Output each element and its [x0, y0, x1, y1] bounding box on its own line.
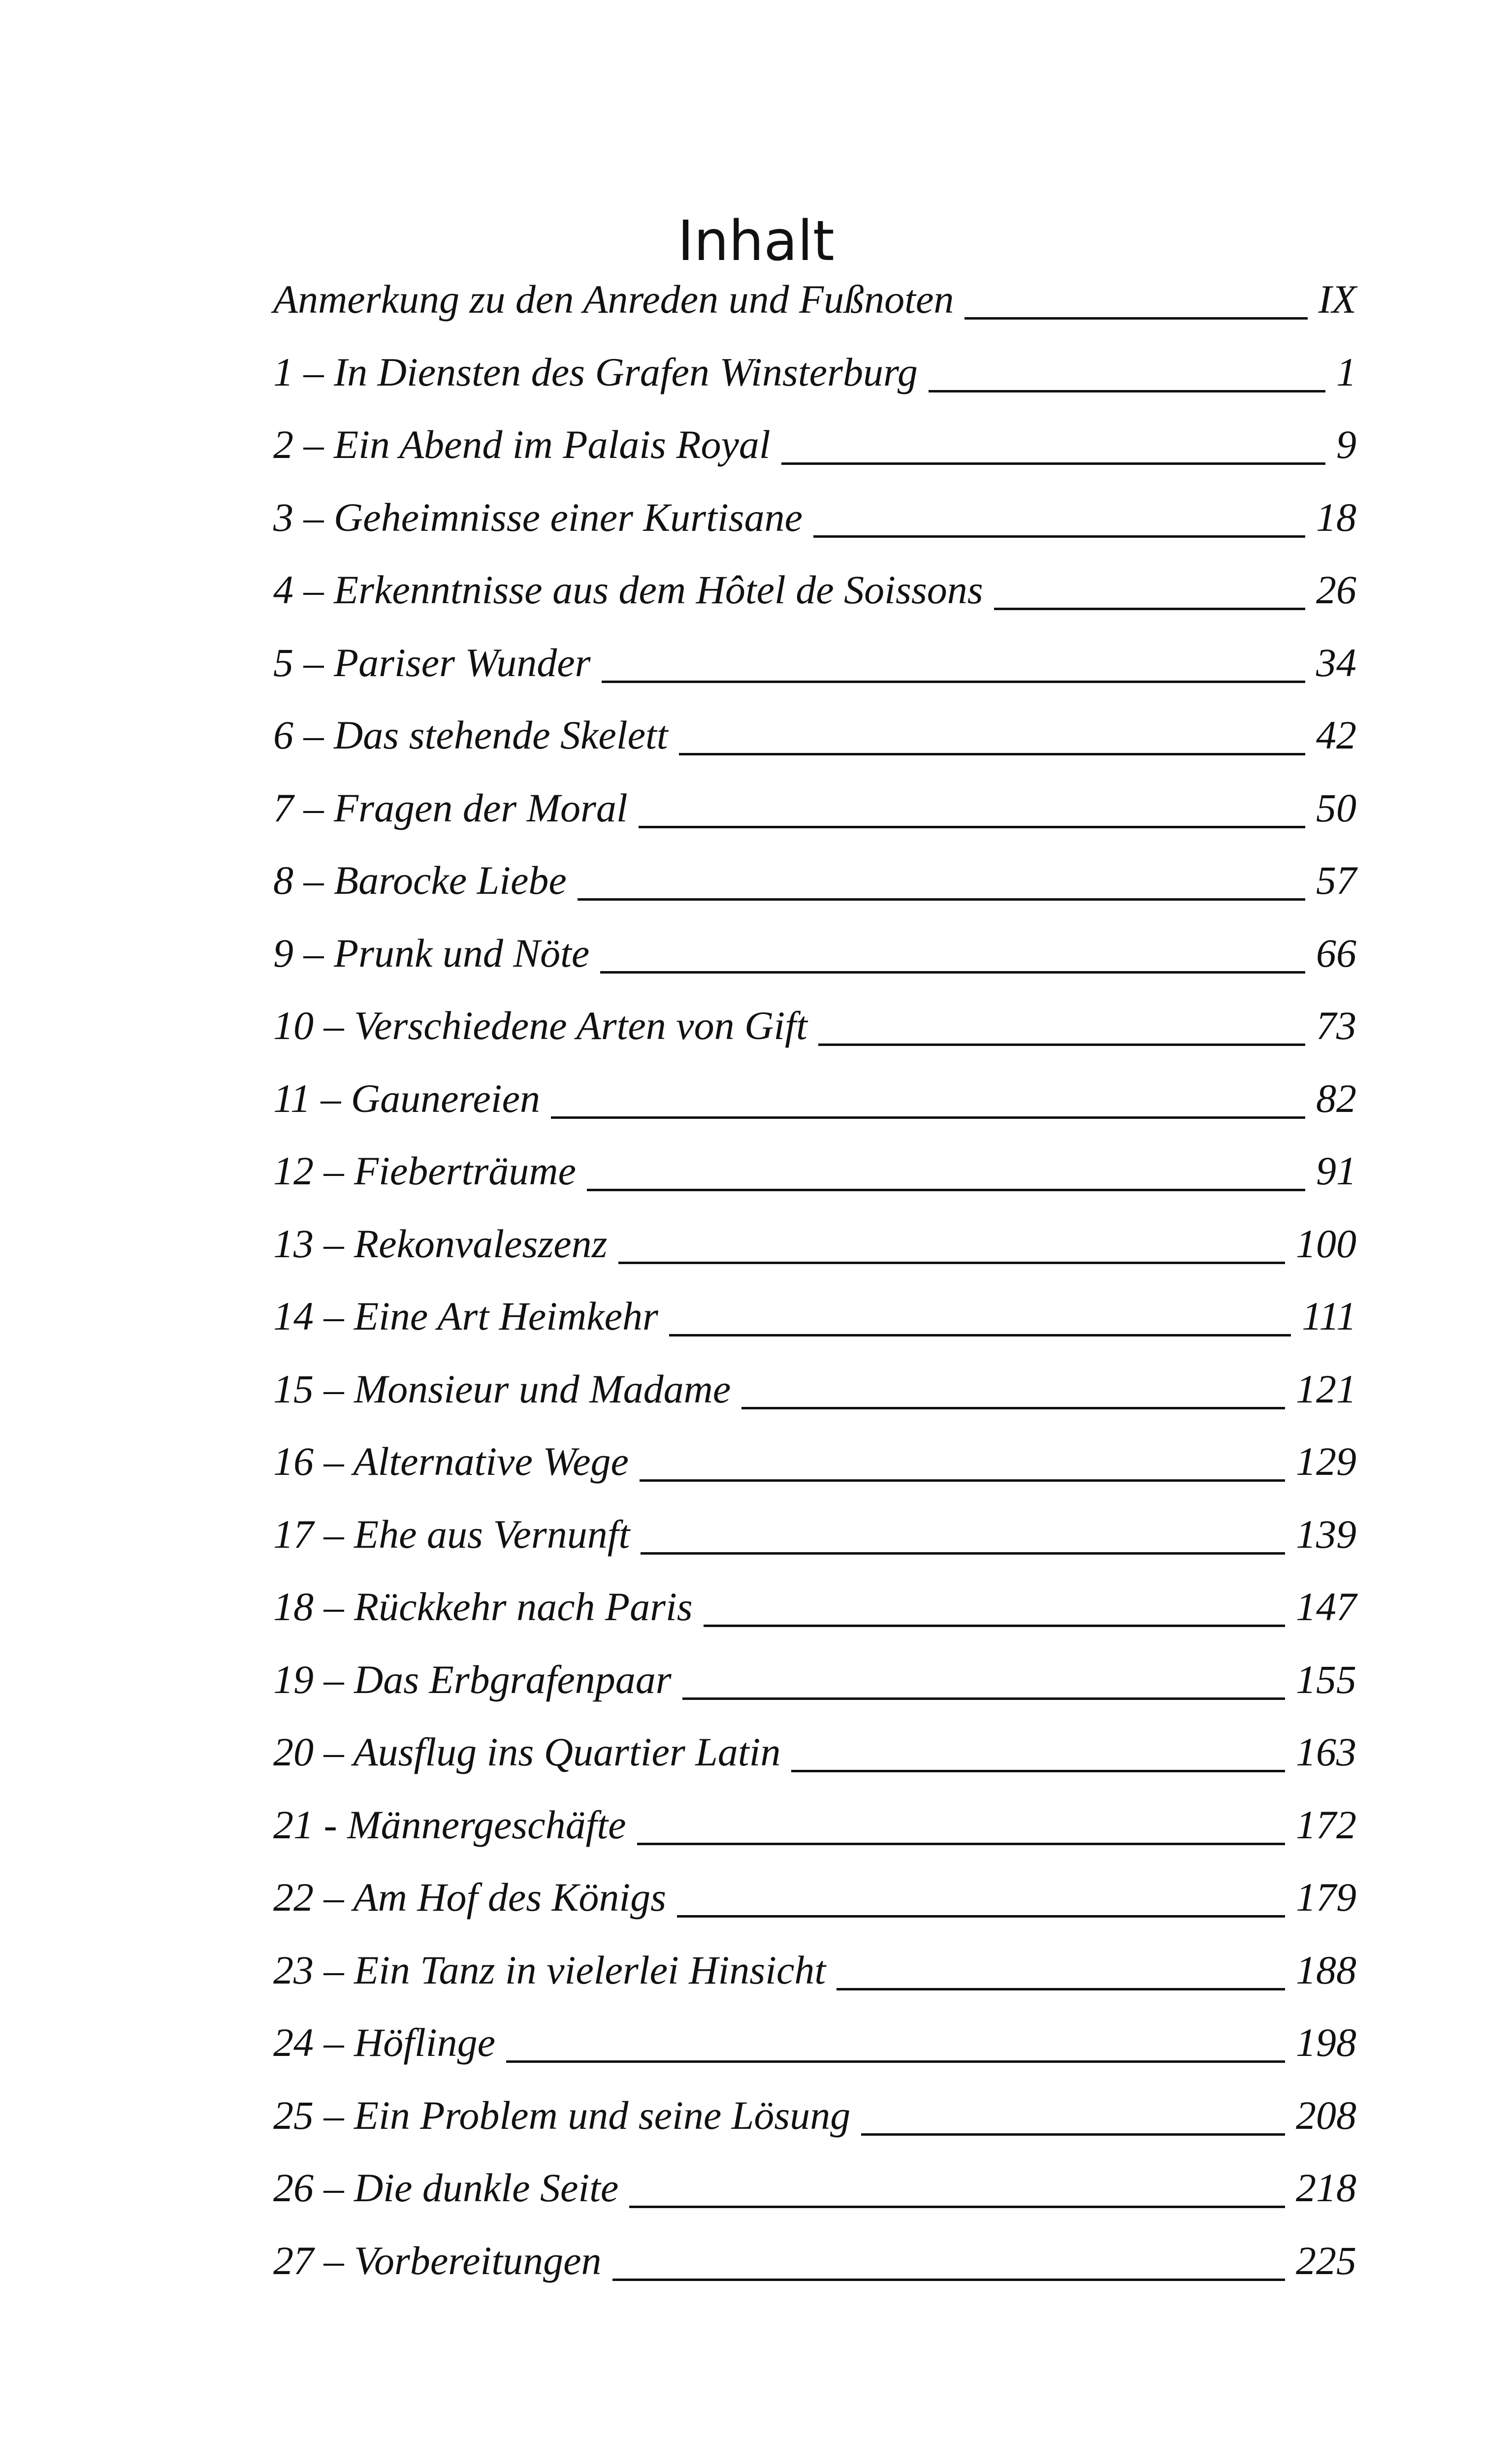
toc-leader-line	[929, 390, 1325, 392]
toc-leader-line	[741, 1407, 1285, 1409]
toc-entry-page-number: 129	[1296, 1439, 1356, 1484]
toc-entry-title: 11 – Gaunereien	[273, 1075, 540, 1121]
toc-entry-title: 15 – Monsieur und Madame	[273, 1366, 731, 1411]
toc-entry	[273, 2163, 1356, 2236]
toc-entry	[273, 1219, 1356, 1292]
toc-entry-page-number: 225	[1296, 2238, 1356, 2283]
toc-entry-title: 4 – Erkenntnisse aus dem Hôtel de Soissons	[273, 567, 983, 612]
toc-leader-line	[669, 1334, 1291, 1336]
toc-entry	[273, 1365, 1356, 1437]
toc-entry	[273, 275, 1356, 348]
toc-leader-line	[836, 1988, 1285, 1990]
toc-entry	[273, 783, 1356, 856]
toc-entry-page-number: 188	[1296, 1947, 1356, 1992]
toc-entry-title: 26 – Die dunkle Seite	[273, 2165, 619, 2210]
toc-entry-page-number: 179	[1296, 1875, 1356, 1920]
toc-entry	[273, 420, 1356, 493]
toc-entry-page-number: 57	[1316, 858, 1356, 903]
toc-entry	[273, 929, 1356, 1002]
toc-entry-title: 7 – Fragen der Moral	[273, 785, 628, 830]
toc-entry-title: 14 – Eine Art Heimkehr	[273, 1294, 658, 1338]
toc-entry-title: 10 – Verschiedene Arten von Gift	[273, 1003, 807, 1048]
toc-leader-line	[629, 2206, 1285, 2208]
toc-entry-page-number: 9	[1336, 422, 1356, 467]
toc-entry-title: 23 – Ein Tanz in vielerlei Hinsicht	[273, 1947, 826, 1992]
toc-entry-title: 1 – In Diensten des Grafen Winsterburg	[273, 349, 918, 394]
toc-entry-title: 20 – Ausflug ins Quartier Latin	[273, 1729, 781, 1774]
toc-entry	[273, 1946, 1356, 2019]
toc-leader-line	[641, 1552, 1285, 1555]
toc-entry-page-number: 139	[1296, 1511, 1356, 1557]
toc-entry-page-number: 26	[1316, 567, 1356, 612]
toc-entry	[273, 2018, 1356, 2091]
toc-entry	[273, 348, 1356, 421]
toc-leader-line	[994, 608, 1305, 610]
toc-leader-line	[818, 1043, 1305, 1046]
toc-entry	[273, 493, 1356, 566]
toc-entry	[273, 2091, 1356, 2164]
toc-entry-title: 13 – Rekonvaleszenz	[273, 1221, 608, 1266]
toc-leader-line	[506, 2060, 1285, 2063]
table-of-contents	[273, 275, 1356, 2309]
toc-entry-page-number: 18	[1316, 494, 1356, 540]
toc-leader-line	[578, 898, 1305, 901]
toc-entry-page-number: 50	[1316, 785, 1356, 830]
toc-entry	[273, 1510, 1356, 1583]
toc-leader-line	[679, 753, 1305, 755]
toc-entry-page-number: 73	[1316, 1003, 1356, 1048]
toc-entry-title: 3 – Geheimnisse einer Kurtisane	[273, 494, 803, 540]
toc-leader-line	[781, 462, 1325, 465]
toc-entry	[273, 1873, 1356, 1946]
toc-entry-title: 9 – Prunk und Nöte	[273, 930, 590, 976]
toc-entry-page-number: 163	[1296, 1729, 1356, 1774]
toc-entry-page-number: 100	[1296, 1221, 1356, 1266]
toc-entry	[273, 2236, 1356, 2309]
toc-leader-line	[551, 1116, 1305, 1119]
toc-leader-line	[813, 535, 1305, 538]
toc-entry	[273, 1727, 1356, 1800]
toc-leader-line	[602, 681, 1305, 683]
toc-entry-title: 18 – Rückkehr nach Paris	[273, 1584, 693, 1629]
toc-entry	[273, 1292, 1356, 1365]
toc-entry-title: 2 – Ein Abend im Palais Royal	[273, 422, 771, 467]
toc-entry-page-number: 121	[1296, 1366, 1356, 1411]
toc-leader-line	[682, 1697, 1285, 1700]
toc-entry-page-number: 208	[1296, 2092, 1356, 2138]
toc-entry-page-number: 218	[1296, 2165, 1356, 2210]
toc-entry-page-number: 111	[1302, 1294, 1356, 1338]
toc-entry-title: Anmerkung zu den Anreden und Fußnoten	[273, 277, 954, 322]
toc-entry	[273, 711, 1356, 783]
toc-entry-title: 22 – Am Hof des Königs	[273, 1875, 667, 1920]
toc-entry-title: 27 – Vorbereitungen	[273, 2238, 602, 2283]
toc-leader-line	[600, 971, 1305, 974]
toc-entry	[273, 1800, 1356, 1873]
toc-entry	[273, 1437, 1356, 1510]
toc-entry	[273, 638, 1356, 711]
page-title: Inhalt	[677, 209, 835, 274]
toc-entry-page-number: 34	[1316, 640, 1356, 685]
toc-entry	[273, 1582, 1356, 1655]
toc-entry-page-number: 172	[1296, 1802, 1356, 1847]
toc-entry	[273, 1146, 1356, 1219]
toc-leader-line	[677, 1915, 1285, 1918]
toc-leader-line	[791, 1770, 1285, 1772]
toc-leader-line	[861, 2133, 1285, 2136]
toc-entry-page-number: 42	[1316, 713, 1356, 757]
toc-entry-title: 16 – Alternative Wege	[273, 1439, 629, 1484]
toc-entry-page-number: 91	[1316, 1148, 1356, 1193]
toc-leader-line	[965, 317, 1307, 320]
toc-entry-title: 5 – Pariser Wunder	[273, 640, 591, 685]
toc-leader-line	[587, 1189, 1305, 1191]
toc-entry-page-number: 66	[1316, 930, 1356, 976]
toc-entry	[273, 565, 1356, 638]
toc-leader-line	[704, 1625, 1285, 1627]
toc-entry	[273, 856, 1356, 929]
toc-leader-line	[637, 1843, 1285, 1845]
toc-leader-line	[639, 826, 1305, 828]
toc-entry-page-number: 1	[1336, 349, 1356, 394]
toc-entry-title: 17 – Ehe aus Vernunft	[273, 1511, 630, 1557]
toc-leader-line	[612, 2279, 1285, 2281]
toc-entry-title: 25 – Ein Problem und seine Lösung	[273, 2092, 851, 2138]
toc-entry-page-number: 82	[1316, 1075, 1356, 1121]
toc-entry-title: 8 – Barocke Liebe	[273, 858, 567, 903]
toc-entry-page-number: IX	[1318, 277, 1356, 322]
toc-leader-line	[640, 1479, 1285, 1482]
toc-entry-title: 21 - Männergeschäfte	[273, 1802, 626, 1847]
toc-entry-title: 12 – Fieberträume	[273, 1148, 576, 1193]
toc-entry-title: 24 – Höflinge	[273, 2020, 495, 2065]
toc-entry-page-number: 147	[1296, 1584, 1356, 1629]
toc-entry	[273, 1655, 1356, 1728]
toc-entry-page-number: 198	[1296, 2020, 1356, 2065]
toc-entry-page-number: 155	[1296, 1657, 1356, 1702]
toc-entry	[273, 1001, 1356, 1074]
toc-leader-line	[618, 1262, 1285, 1264]
toc-entry	[273, 1074, 1356, 1147]
toc-entry-title: 19 – Das Erbgrafenpaar	[273, 1657, 672, 1702]
toc-entry-title: 6 – Das stehende Skelett	[273, 713, 668, 757]
